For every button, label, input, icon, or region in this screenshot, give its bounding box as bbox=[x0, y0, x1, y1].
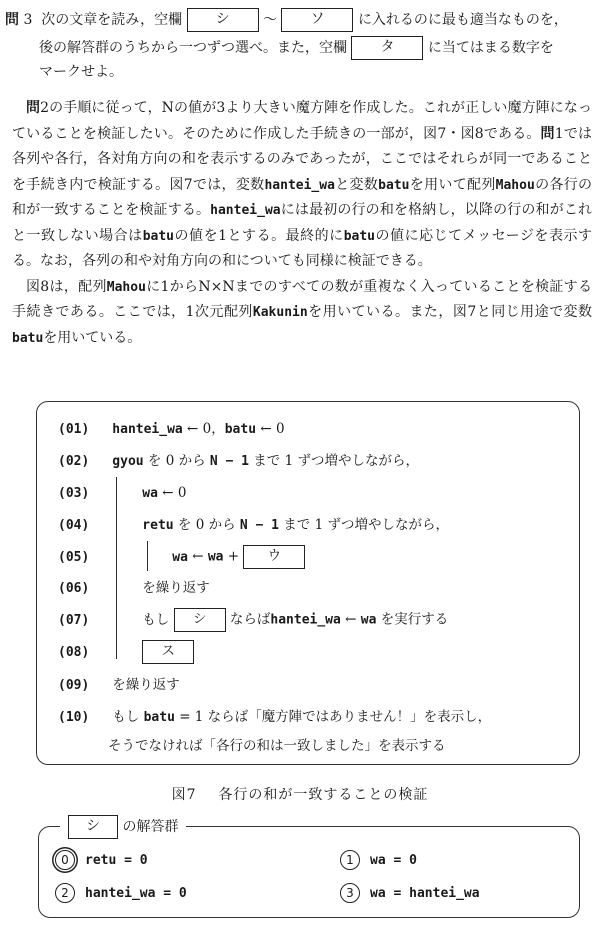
blank-su: ス bbox=[142, 640, 194, 664]
blank-ta: タ bbox=[351, 36, 423, 60]
body-text: を用いて配列 bbox=[409, 176, 496, 193]
var-batu: batu bbox=[143, 710, 175, 725]
line-number: (01) bbox=[58, 422, 90, 437]
body-text: 図8は，配列 bbox=[26, 278, 107, 295]
header-tilde: ～ bbox=[263, 12, 278, 28]
body-text: の値を1とする。最終的に bbox=[174, 227, 344, 244]
body-text: を用いている。 bbox=[43, 329, 142, 346]
code-text: を繰り返す bbox=[112, 677, 180, 693]
option-number-3: 3 bbox=[340, 883, 360, 903]
var-wa: wa bbox=[207, 549, 224, 565]
expr-n-minus-1: N − 1 bbox=[239, 518, 280, 533]
code-line-07 bbox=[58, 608, 448, 632]
line-number: (02) bbox=[58, 454, 90, 469]
code-text: ならば bbox=[229, 611, 271, 628]
var-hantei-wa: hantei_wa bbox=[270, 612, 341, 628]
var-wa: wa bbox=[172, 549, 188, 565]
line-number: (10) bbox=[58, 710, 90, 725]
answer-option-2[interactable] bbox=[55, 883, 187, 903]
figure-title: 各行の和が一致することの検証 bbox=[218, 787, 429, 803]
code-term: Mahou bbox=[495, 177, 535, 193]
header-text-3: 後の解答群のうちから一つずつ選べ。また，空欄 bbox=[39, 40, 347, 56]
code-term: batu bbox=[378, 177, 410, 193]
code-line-05 bbox=[58, 545, 305, 569]
code-text: を 0 から bbox=[143, 453, 210, 469]
header-text-5: マークせよ。 bbox=[39, 64, 123, 80]
code-text: = 1 bbox=[174, 709, 204, 725]
code-text: ← 0， bbox=[182, 421, 225, 437]
intro-paragraph-1 bbox=[12, 96, 592, 275]
option-number-2: 2 bbox=[55, 883, 75, 903]
var-batu: batu bbox=[224, 422, 257, 437]
blank-shi: シ bbox=[187, 8, 259, 32]
body-text: に1からN×Nまでのすべての数が重複なく入っていることを検証する手続きである。ここでは，1次元配列 bbox=[12, 278, 592, 320]
line-number: (04) bbox=[58, 518, 90, 533]
option-number-1: 1 bbox=[340, 850, 360, 870]
header-text-4: に当てはまる数字を bbox=[427, 40, 554, 56]
code-text: まで 1 ずつ増やしながら， bbox=[279, 517, 449, 533]
body-text: の各行の和が一致することを検証する。 bbox=[12, 176, 593, 218]
answer-option-0[interactable] bbox=[55, 850, 148, 870]
blank-shi-code: シ bbox=[174, 608, 226, 632]
code-term: Kakunin bbox=[252, 305, 308, 320]
expr-n-minus-1: N − 1 bbox=[209, 454, 250, 469]
header-text-1: 次の文章を読み，空欄 bbox=[41, 12, 183, 28]
option-text-2: hantei_wa = 0 bbox=[85, 886, 187, 901]
code-text: ならば「魔方陣ではありません！」を表示し， bbox=[203, 709, 492, 725]
question-ref: 問 bbox=[26, 100, 41, 116]
code-term: Mahou bbox=[106, 279, 146, 295]
line-number: (09) bbox=[58, 678, 90, 693]
code-text: + bbox=[223, 548, 244, 565]
line-number: (08) bbox=[58, 644, 90, 660]
code-term: hantei_wa bbox=[264, 177, 335, 193]
code-term: batu bbox=[142, 228, 175, 244]
code-text: そうでなければ「各行の和は一致しました」を表示する bbox=[108, 738, 446, 754]
code-line-08 bbox=[58, 640, 194, 664]
code-text: を繰り返す bbox=[142, 580, 210, 596]
answer-group-box bbox=[38, 826, 580, 918]
code-line-01 bbox=[58, 418, 285, 441]
code-text: もし bbox=[112, 709, 144, 725]
line-number: (06) bbox=[58, 581, 90, 596]
body-text: と変数 bbox=[334, 176, 379, 193]
header-text-2: に入れるのに最も適当なものを， bbox=[357, 12, 568, 28]
line-number: (07) bbox=[58, 612, 90, 628]
body-text: を用いている。また，図7と同じ用途で変数 bbox=[307, 304, 593, 320]
line-number: (05) bbox=[58, 549, 90, 565]
intro-text bbox=[12, 96, 592, 351]
question-header bbox=[5, 8, 590, 84]
option-number-0: 0 bbox=[55, 850, 75, 870]
var-gyou: gyou bbox=[112, 454, 144, 469]
code-text: ← 0 bbox=[256, 421, 285, 437]
line-number: (03) bbox=[58, 486, 90, 501]
code-line-03 bbox=[58, 482, 186, 505]
code-line-10-cont bbox=[108, 735, 446, 757]
code-term: batu bbox=[343, 228, 376, 244]
code-text: もし bbox=[142, 611, 170, 628]
code-text: を 0 から bbox=[173, 517, 240, 533]
var-wa: wa bbox=[142, 486, 158, 501]
code-line-10 bbox=[58, 706, 491, 729]
var-hantei-wa: hantei_wa bbox=[112, 422, 183, 437]
figure-label: 図7 bbox=[171, 787, 197, 803]
option-text-0: retu = 0 bbox=[85, 853, 148, 868]
code-line-04 bbox=[58, 514, 449, 537]
var-wa: wa bbox=[360, 612, 377, 628]
body-text: の値に応じてメッセージを表示する。なお，各列の和や対角方向の和についても同様に検証できる。 bbox=[12, 227, 592, 269]
body-text: 1では各列や各行，各対角方向の和を表示するのみであったが，ここではそれらが同一であることを手続き内で検証する。図7では，変数 bbox=[12, 125, 592, 193]
answer-option-1[interactable] bbox=[340, 850, 417, 870]
code-text: ← bbox=[187, 548, 208, 565]
code-line-02 bbox=[58, 450, 419, 473]
code-term: batu bbox=[12, 330, 44, 346]
code-term: hantei_wa bbox=[210, 203, 281, 218]
code-line-09 bbox=[58, 674, 180, 697]
answer-group-legend bbox=[60, 815, 186, 839]
option-text-1: wa = 0 bbox=[370, 853, 417, 868]
code-text: ← 0 bbox=[157, 485, 187, 501]
answer-legend-box: シ bbox=[68, 815, 118, 839]
answer-option-3[interactable] bbox=[340, 883, 480, 903]
var-retu: retu bbox=[142, 518, 174, 533]
body-text: には最初の行の和を格納し，以降の行の和がこれと一致しない場合は bbox=[12, 202, 592, 244]
code-line-06 bbox=[58, 577, 210, 600]
intro-paragraph-2 bbox=[12, 275, 592, 352]
blank-so: ソ bbox=[281, 8, 353, 32]
code-text: を実行する bbox=[376, 611, 449, 628]
question-number: 3 bbox=[23, 12, 33, 28]
blank-u: ウ bbox=[243, 545, 305, 569]
question-label: 問 bbox=[5, 12, 19, 28]
question-ref: 問 bbox=[540, 125, 555, 142]
figure-7-caption bbox=[0, 784, 600, 804]
body-text: 2の手順に従って，Nの値が3より大きい魔方陣を作成した。これが正しい魔方陣になっていることを検証したい。そのために作成した手続きの一部が，図7・図8である。 bbox=[12, 100, 592, 142]
answer-legend-text: の解答群 bbox=[122, 819, 179, 835]
code-text: ← bbox=[340, 611, 361, 628]
code-text: まで 1 ずつ増やしながら， bbox=[249, 453, 419, 469]
option-text-3: wa = hantei_wa bbox=[370, 886, 480, 901]
